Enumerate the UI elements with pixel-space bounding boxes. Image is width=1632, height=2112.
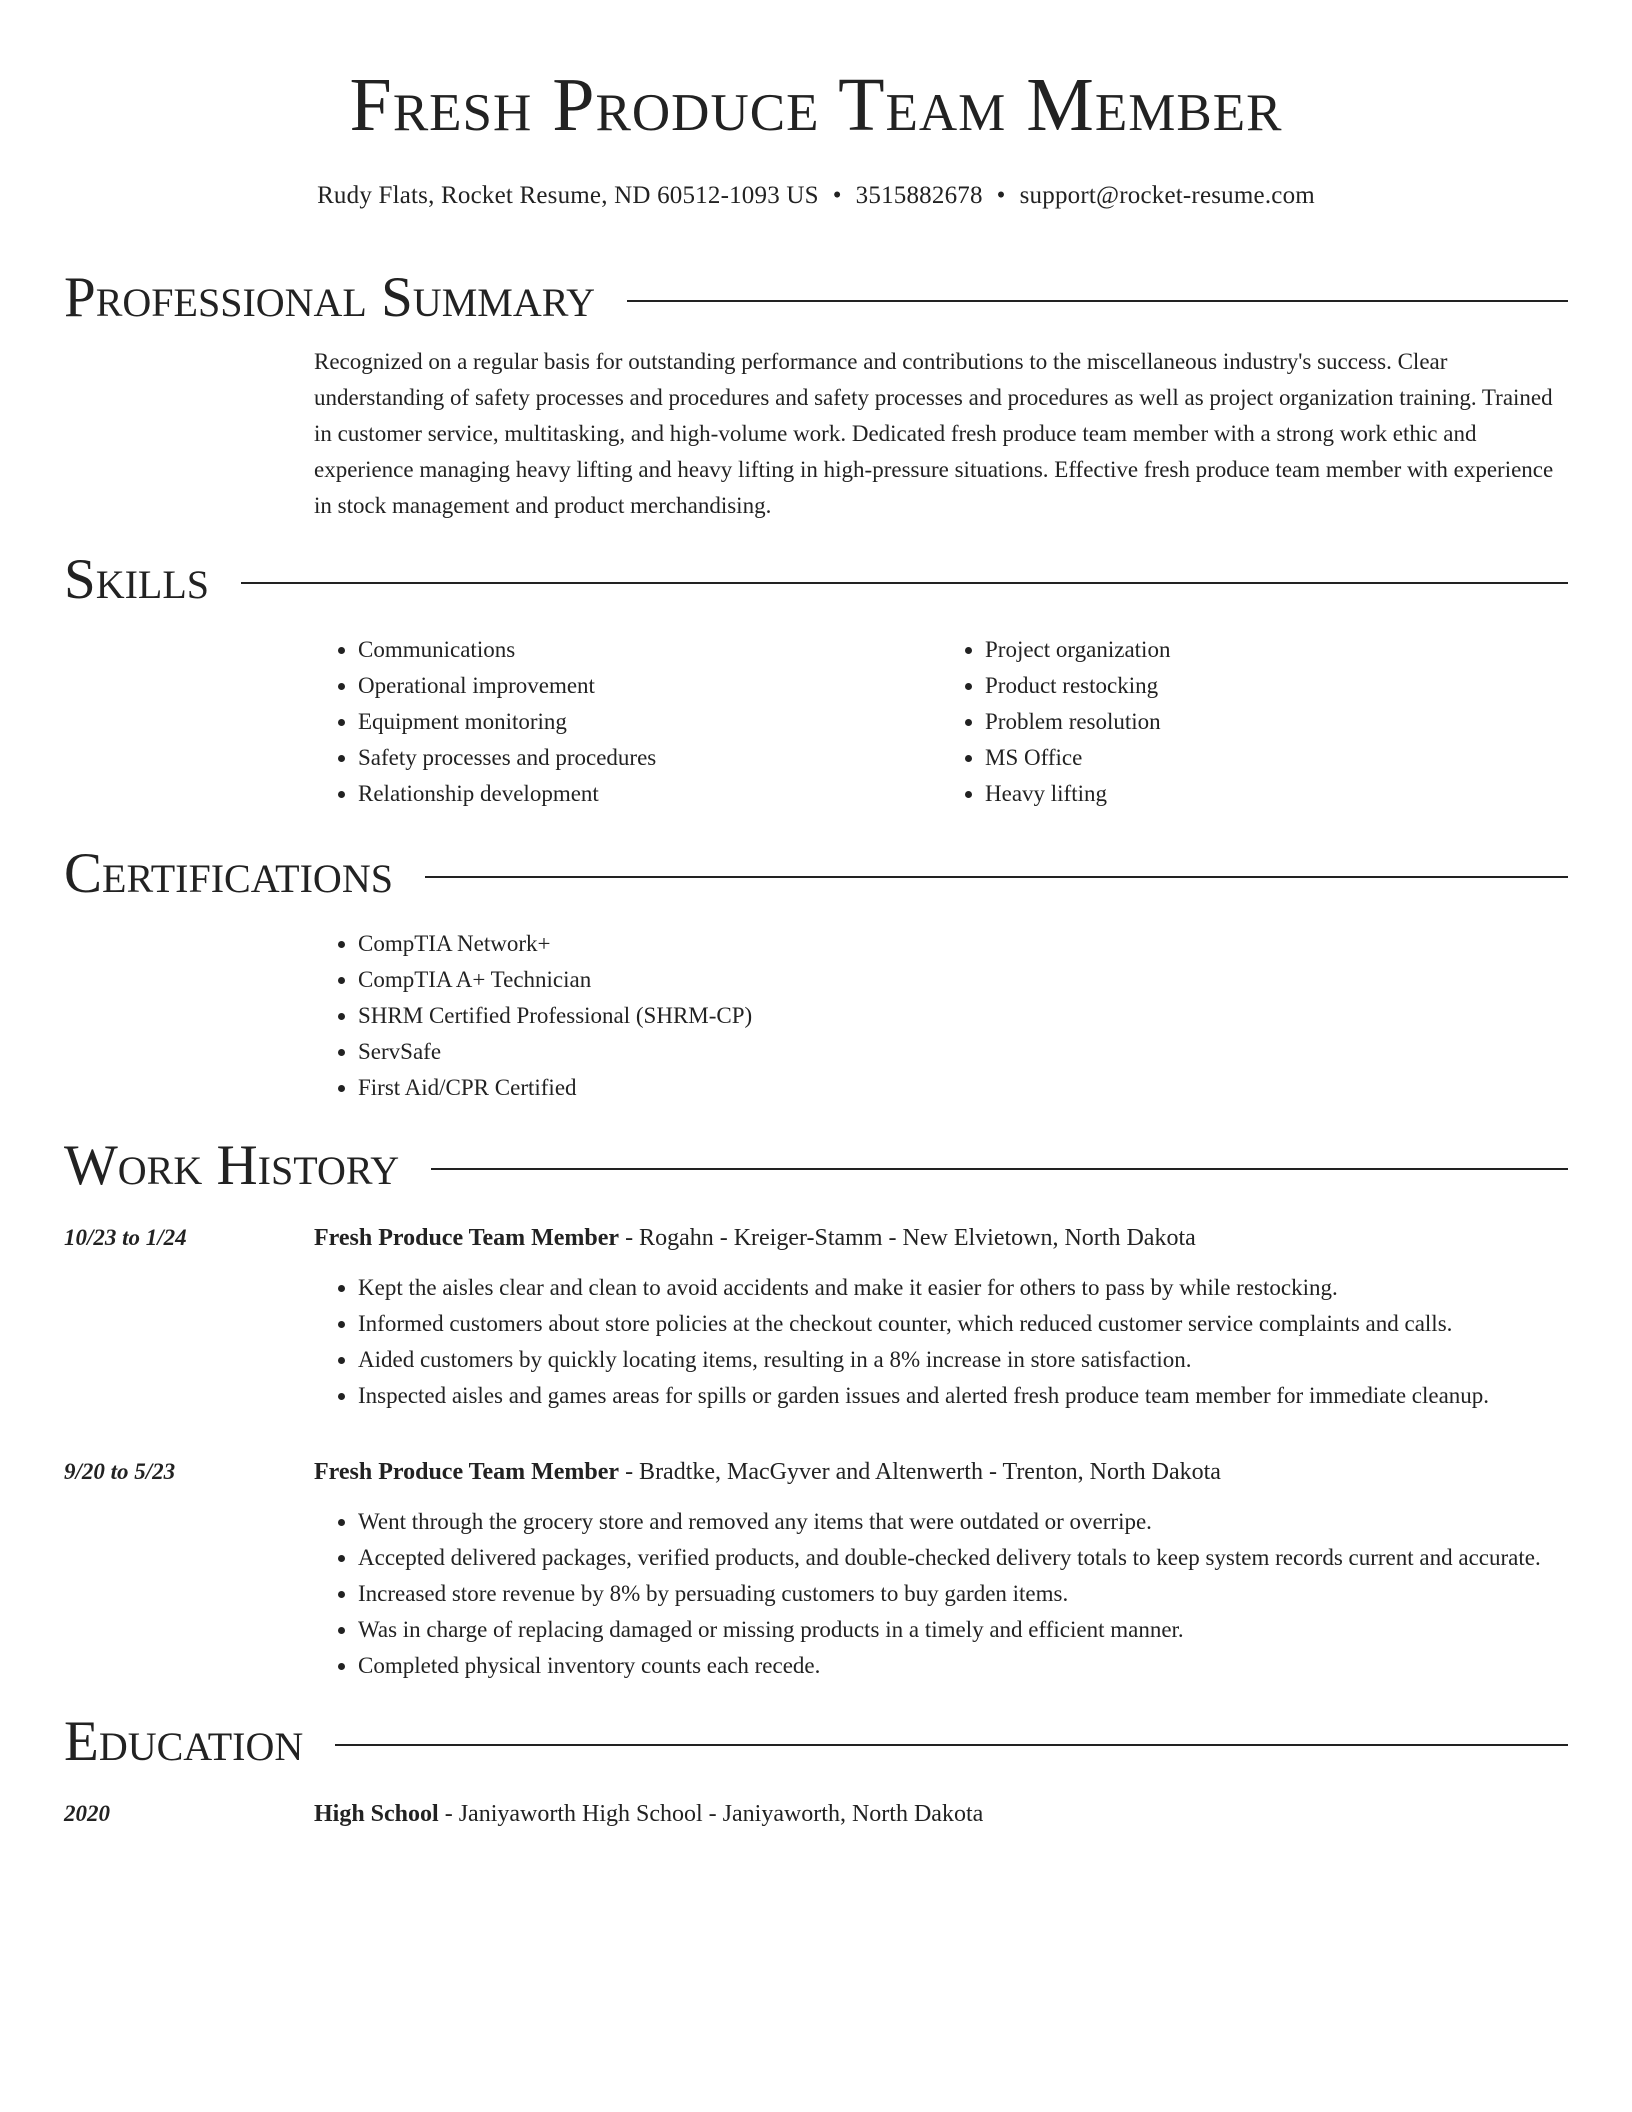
certifications-list — [314, 926, 1568, 1106]
resume-title: Fresh Produce Team Member — [349, 63, 1283, 147]
education-line — [314, 1796, 1568, 1832]
section-divider — [431, 1168, 1568, 1170]
education-entry — [64, 1796, 1568, 1832]
skill-item: • Problem resolution — [985, 704, 1568, 740]
certifications-section-header — [64, 842, 1568, 906]
skill-item: • Safety processes and procedures — [358, 740, 941, 776]
work-history-section-header — [64, 1134, 1568, 1198]
job-title-line — [314, 1454, 1568, 1490]
job-entry — [64, 1454, 1568, 1684]
skill-item: • MS Office — [985, 740, 1568, 776]
job-duty-item: • Informed customers about store policies at the checkout counter, which reduced customer service complaints and calls. — [358, 1306, 1568, 1342]
job-duty-item: • Went through the grocery store and removed any items that were outdated or overripe. — [358, 1504, 1568, 1540]
skills-list — [314, 632, 1568, 812]
job-duty-item: • Completed physical inventory counts each recede. — [358, 1648, 1568, 1684]
job-entry — [64, 1220, 1568, 1414]
education-heading: Education — [64, 1710, 304, 1773]
job-duty-item: • Aided customers by quickly locating items, resulting in a 8% increase in store satisfaction. — [358, 1342, 1568, 1378]
job-duty-item: • Was in charge of replacing damaged or missing products in a timely and efficient manner. — [358, 1612, 1568, 1648]
job-duties — [314, 1270, 1568, 1414]
section-divider — [241, 582, 1568, 584]
job-duty-item: • Increased store revenue by 8% by persuading customers to buy garden items. — [358, 1576, 1568, 1612]
job-role: Fresh Produce Team Member — [314, 1225, 620, 1251]
contact-address: Rudy Flats, Rocket Resume, ND 60512-1093 US — [317, 182, 819, 209]
job-dates: 9/20 to 5/23 — [64, 1459, 176, 1484]
skill-item: • Equipment monitoring — [358, 704, 941, 740]
skill-item: • Heavy lifting — [985, 776, 1568, 812]
job-employer: - Bradtke, MacGyver and Altenwerth - Trenton, North Dakota — [619, 1459, 1221, 1485]
skills-heading: Skills — [64, 548, 210, 611]
job-duty-item: • Kept the aisles clear and clean to avoid accidents and make it easier for others to pass by while restocking. — [358, 1270, 1568, 1306]
skill-item: • Project organization — [985, 632, 1568, 668]
job-title-line — [314, 1220, 1568, 1256]
skill-item: • Relationship development — [358, 776, 941, 812]
skills-section-header — [64, 548, 1568, 612]
job-role: Fresh Produce Team Member — [314, 1459, 620, 1485]
education-dates: 2020 — [64, 1801, 110, 1826]
section-divider — [627, 300, 1568, 302]
education-school: - Janiyaworth High School - Janiyaworth, North Dakota — [438, 1801, 984, 1827]
skill-item: • Operational improvement — [358, 668, 941, 704]
job-dates: 10/23 to 1/24 — [64, 1225, 187, 1250]
job-duties — [314, 1504, 1568, 1684]
certification-item: • SHRM Certified Professional (SHRM-CP) — [358, 998, 1568, 1034]
certification-item: • CompTIA Network+ — [358, 926, 1568, 962]
contact-separator: • — [996, 182, 1006, 209]
contact-email: support@rocket-resume.com — [1019, 182, 1315, 209]
job-employer: - Rogahn - Kreiger-Stamm - New Elvietown, North Dakota — [619, 1225, 1196, 1251]
contact-phone: 3515882678 — [855, 182, 983, 209]
contact-line — [64, 180, 1568, 212]
skills-column-left — [314, 632, 941, 812]
section-divider — [425, 876, 1568, 878]
summary-section-header — [64, 266, 1568, 330]
summary-text: Recognized on a regular basis for outstanding performance and contributions to the miscellaneous industry's success. Clear understanding of safety processes and procedures and safety processes and procedures as well as project organization training. Trained in customer service, multitasking, and high-volume work. Dedicated fresh produce team member with a strong work ethic and experience managing heavy lifting and heavy lifting in high-pressure situations. Effective fresh produce team member with experience in stock management and product merchandising. — [314, 349, 1554, 518]
certifications-heading: Certifications — [64, 842, 393, 905]
contact-separator: • — [832, 182, 842, 209]
education-degree: High School — [314, 1801, 439, 1827]
certification-item: • ServSafe — [358, 1034, 1568, 1070]
skill-item: • Communications — [358, 632, 941, 668]
certification-item: • CompTIA A+ Technician — [358, 962, 1568, 998]
education-section-header — [64, 1710, 1568, 1774]
job-duty-item: • Inspected aisles and games areas for spills or garden issues and alerted fresh produce team member for immediate cleanup. — [358, 1378, 1568, 1414]
summary-heading: Professional Summary — [64, 266, 596, 329]
work-history-heading: Work History — [64, 1134, 400, 1197]
skills-column-right — [941, 632, 1568, 812]
skill-item: • Product restocking — [985, 668, 1568, 704]
job-duty-item: • Accepted delivered packages, verified products, and double-checked delivery totals to keep system records current and accurate. — [358, 1540, 1568, 1576]
certification-item: • First Aid/CPR Certified — [358, 1070, 1568, 1106]
section-divider — [335, 1744, 1568, 1746]
